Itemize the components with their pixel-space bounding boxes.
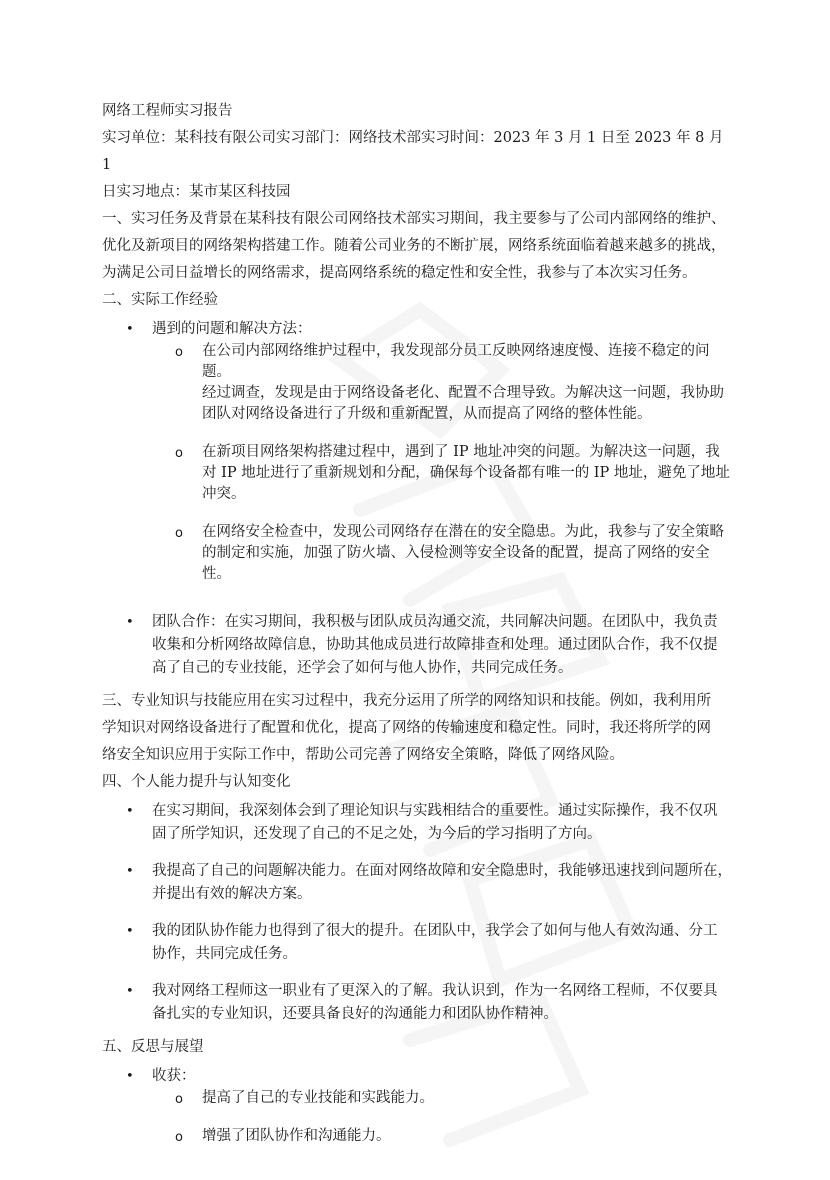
circle-marker: o [175,446,183,461]
section-4-heading: 四、个人能力提升与认知变化 [102,774,291,790]
section-1-text: 优化及新项目的网络架构搭建工作。随着公司业务的不断扩展，网络系统面临着越来越多的挑战， [102,238,726,254]
list-item: • 团队合作：在实习期间，我积极与团队成员沟通交流，共同解决问题。在团队中，我负责 收集和分析网络故障信息，协助其他成员进行故障排查和处理。通过团队合作，我不仅提 高了自己的专业技能，还学会了如何与他人协作，共同完成任务。 [102,611,732,680]
info-line: 实习单位：某科技有限公司实习部门：网络技术部实习时间：2023 年 3 月 1 日至 2023 年 8 月 1 [102,130,724,173]
section-1-text: 为满足公司日益增长的网络需求，提高网络系统的稳定性和安全性，我参与了本次实习任务。 [102,265,697,281]
circle-marker: o [175,526,183,541]
circle-marker: o [175,1092,183,1107]
bullet-marker: • [126,804,134,819]
section-5-heading: 五、反思与展望 [102,1039,204,1055]
list-item: • 我的团队协作能力也得到了很大的提升。在团队中，我学会了如何与他人有效沟通、分工 协作，共同完成任务。 [102,920,732,966]
sub-list [152,341,732,585]
section-2-heading: 二、实际工作经验 [102,292,218,308]
section-3-text: 三、专业知识与技能应用在实习过程中，我充分运用了所学的网络知识和技能。例如，我利用所 [102,693,711,709]
bullet-marker: • [126,864,134,879]
bullet-marker: • [126,984,134,999]
list-item [102,1065,732,1147]
section-1-text: 一、实习任务及背景在某科技有限公司网络技术部实习期间，我主要参与了公司内部网络的维护、 [102,211,726,227]
report-title: 网络工程师实习报告 [102,103,233,119]
section-4-list [102,800,732,1026]
bullet-marker: • [126,615,134,630]
sub-list-item: o 增强了团队协作和沟通能力。 [102,1126,732,1147]
circle-marker: o [175,345,183,360]
list-item: • 我对网络工程师这一职业有了更深入的了解。我认识到，作为一名网络工程师，不仅要具 备扎实的专业知识，还要具备良好的沟通能力和团队协作精神。 [102,980,732,1026]
bullet-marker: • [126,924,134,939]
list-item: • 我提高了自己的问题解决能力。在面对网络故障和安全隐患时，我能够迅速找到问题所在， 并提出有效的解决方案。 [102,860,732,906]
list-item: • 在实习期间，我深刻体会到了理论知识与实践相结合的重要性。通过实际操作，我不仅巩 固了所学知识，还发现了自己的不足之处，为今后的学习指明了方向。 [102,800,732,846]
report-page [102,98,732,1147]
sub-list-item: o 在公司内部网络维护过程中，我发现部分员工反映网络速度慢、连接不稳定的问题。 经过调查，发现是由于网络设备老化、配置不合理导致。为解决这一问题，我协助 团队对网络设备进行了升级和重新配置，从而提高了网络的整体性能。 [175,343,724,422]
section-2-list [102,318,732,680]
list-item-label: 遇到的问题和解决方法： [152,321,312,337]
sub-list [152,1088,732,1147]
section-3-text: 络安全知识应用于实际工作中，帮助公司完善了网络安全策略，降低了网络风险。 [102,747,624,763]
bullet-marker: • [126,1069,134,1084]
list-item-label: 收获： [152,1068,196,1084]
section-3-text: 学知识对网络设备进行了配置和优化，提高了网络的传输速度和稳定性。同时，我还将所学的网 [102,720,711,736]
sub-list-item: o 在新项目网络架构搭建过程中，遇到了 IP 地址冲突的问题。为解决这一问题，我 对 IP 地址进行了重新规划和分配，确保每个设备都有唯一的 IP 地址，避免了地址 冲突。 [175,444,730,502]
section-5-list [102,1065,732,1147]
sub-list-item: o 提高了自己的专业技能和实践能力。 [102,1088,732,1109]
info-line: 日实习地点：某市某区科技园 [102,184,291,200]
circle-marker: o [175,1130,183,1145]
sub-list-item: o 在网络安全检查中，发现公司网络存在潜在的安全隐患。为此，我参与了安全策略 的制定和实施，加强了防火墙、入侵检测等安全设备的配置，提高了网络的安全性。 [175,524,724,582]
bullet-marker: • [126,322,134,337]
list-item [102,318,732,585]
